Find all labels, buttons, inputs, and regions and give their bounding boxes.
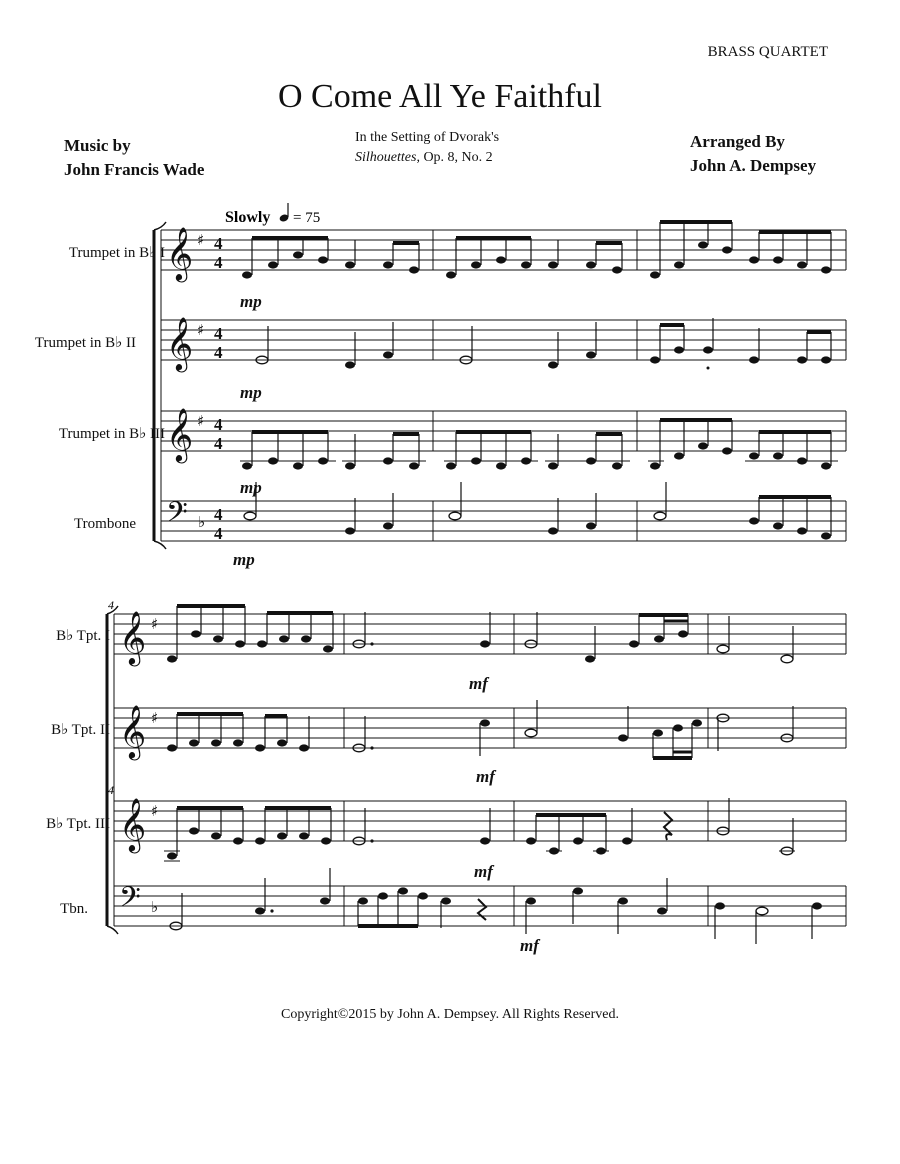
measure-number: 4 [108,598,114,612]
staff-trombone-b [60,868,846,955]
measure-number-repeat: 4 [108,783,114,797]
staff-trumpet-1 [69,222,846,311]
system-2-bracket [107,606,118,934]
staff-trumpet-1-b [56,606,846,693]
part-label-tpt-3: B♭ Tpt. III [46,816,110,832]
tempo-marking [225,203,320,226]
staff-trumpet-3-b [46,783,846,881]
treble-clef-icon: 𝄞 [166,226,194,280]
part-label-tpt-1: B♭ Tpt. I [56,628,110,644]
tempo-text: Slowly [225,209,271,226]
quarter-rest-icon [478,899,486,920]
dynamic-mf-1: mf [469,674,488,693]
treble-clef-icon: 𝄞 [166,316,194,370]
dynamic-mp-3: mp [240,478,262,497]
part-label-trumpet-3: Trumpet in B♭ III [58,426,165,442]
treble-clef-icon: 𝄞 [119,610,147,664]
copyright-notice: Copyright©2015 by John A. Dempsey. All Rights Reserved. [281,1007,619,1022]
treble-clef-icon: 𝄞 [119,704,147,758]
staff-trumpet-3 [59,407,846,497]
key-sharp-icon: ♯ [197,231,205,249]
time-sig-den: 4 [214,434,223,453]
time-sig-num: 4 [214,234,223,253]
dynamic-mp-2: mp [240,383,262,402]
part-label-tbn: Tbn. [60,901,88,917]
key-sharp-icon: ♯ [151,802,159,820]
time-sig-den: 4 [214,524,223,543]
key-sharp-icon: ♯ [151,709,159,727]
time-sig-num: 4 [214,415,223,434]
staff-trumpet-2-b [51,700,846,786]
key-sharp-icon: ♯ [151,615,159,633]
key-sharp-icon: ♯ [197,412,205,430]
composer-name: John Francis Wade [64,160,205,179]
time-sig-num: 4 [214,324,223,343]
time-sig-den: 4 [214,343,223,362]
dynamic-mf-3: mf [474,862,493,881]
setting-opus: , Op. 8, No. 2 [416,150,493,165]
key-sharp-icon: ♯ [197,321,205,339]
arranger-name: John A. Dempsey [690,156,817,175]
bass-clef-icon: 𝄢 [119,881,141,921]
key-flat-icon: ♭ [198,513,206,531]
treble-clef-icon: 𝄞 [166,407,194,461]
system-1-bracket [154,222,166,549]
part-label-trombone: Trombone [74,516,136,532]
dynamic-mp-4: mp [233,550,255,569]
bass-clef-icon: 𝄢 [166,496,188,536]
time-sig-den: 4 [214,253,223,272]
tempo-bpm: = 75 [293,210,321,226]
treble-clef-icon: 𝄞 [119,797,147,851]
ensemble-label: BRASS QUARTET [707,44,828,60]
dynamic-mp-1: mp [240,292,262,311]
staff-trumpet-2 [35,316,846,402]
composer-line-1: Music by [64,136,131,155]
part-label-tpt-2: B♭ Tpt. II [51,722,110,738]
key-flat-icon: ♭ [151,898,159,916]
dynamic-mf-2: mf [476,767,495,786]
setting-work: Silhouettes [355,150,417,165]
piece-title: O Come All Ye Faithful [278,78,602,115]
staff-trombone [74,482,846,569]
setting-line-1: In the Setting of Dvorak's [355,130,500,145]
time-sig-num: 4 [214,505,223,524]
arranger-line-1: Arranged By [690,132,785,151]
part-label-trumpet-2: Trumpet in B♭ II [34,335,136,351]
quarter-rest-icon [664,812,672,840]
dynamic-mf-4: mf [520,936,539,955]
part-label-trumpet-1: Trumpet in B♭ I [68,245,165,261]
